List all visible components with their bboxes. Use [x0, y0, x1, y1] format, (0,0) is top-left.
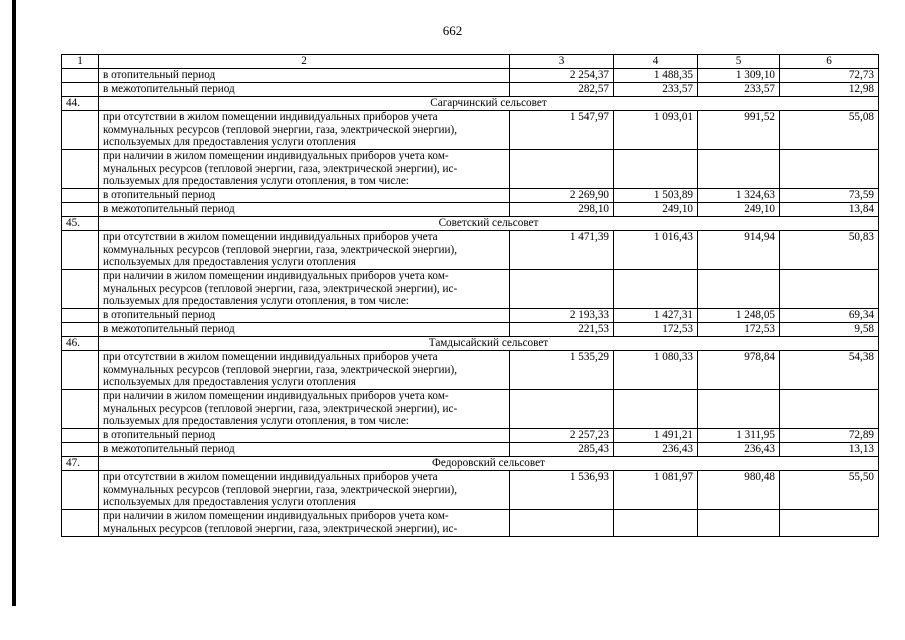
value-cell: 914,94 [698, 231, 780, 270]
table-row [62, 471, 879, 510]
value-cell: 233,57 [614, 83, 698, 97]
row-label: в межотопительный период [99, 443, 510, 457]
value-cell: 72,73 [780, 69, 879, 83]
value-cell: 1 427,31 [614, 309, 698, 323]
value-cell: 13,13 [780, 443, 879, 457]
value-cell: 236,43 [698, 443, 780, 457]
value-cell: 2 269,90 [510, 189, 614, 203]
section-index: 44. [62, 97, 99, 111]
row-label: в отопительный период [99, 189, 510, 203]
column-header: 4 [614, 55, 698, 69]
section-index: 45. [62, 217, 99, 231]
table-row [62, 510, 879, 537]
row-label: при отсутствии в жилом помещении индивидуальных приборов учета коммунальных ресурсов (тепловой энергии, газа, электрической энергии), используемых для предоставления услуги отопления [99, 111, 510, 150]
value-cell: 2 254,37 [510, 69, 614, 83]
table-row [62, 443, 879, 457]
column-header: 3 [510, 55, 614, 69]
value-cell: 1 248,05 [698, 309, 780, 323]
value-cell: 978,84 [698, 351, 780, 390]
table-row [62, 351, 879, 390]
section-header-row [62, 217, 879, 231]
section-header-row [62, 97, 879, 111]
value-cell: 980,48 [698, 471, 780, 510]
page-number: 662 [442, 23, 463, 38]
table-row [62, 270, 879, 309]
row-label: при наличии в жилом помещении индивидуальных приборов учета ком- мунальных ресурсов (тепловой энергии, газа, электрической энергии), ис- пользуемых для предоставления услуги отопления, в том числе: [99, 150, 510, 189]
value-cell: 298,10 [510, 203, 614, 217]
row-label: при наличии в жилом помещении индивидуальных приборов учета ком- мунальных ресурсов (тепловой энергии, газа, электрической энергии), ис- пользуемых для предоставления услуги отопления, в том числе: [99, 270, 510, 309]
value-cell: 1 081,97 [614, 471, 698, 510]
table-row [62, 429, 879, 443]
value-cell: 50,83 [780, 231, 879, 270]
value-cell: 1 093,01 [614, 111, 698, 150]
scan-edge-bar [12, 0, 16, 606]
table-row [62, 390, 879, 429]
table-row [62, 150, 879, 189]
table-header-row [62, 55, 879, 69]
value-cell: 1 311,95 [698, 429, 780, 443]
value-cell: 1 488,35 [614, 69, 698, 83]
value-cell: 55,50 [780, 471, 879, 510]
table-row [62, 69, 879, 83]
value-cell: 172,53 [614, 323, 698, 337]
value-cell: 1 016,43 [614, 231, 698, 270]
value-cell: 249,10 [698, 203, 780, 217]
section-title: Сагарчинский сельсовет [99, 97, 879, 111]
column-header: 5 [698, 55, 780, 69]
row-label: при отсутствии в жилом помещении индивидуальных приборов учета коммунальных ресурсов (тепловой энергии, газа, электрической энергии), используемых для предоставления услуги отопления [99, 231, 510, 270]
column-header: 2 [99, 55, 510, 69]
table-row [62, 83, 879, 97]
value-cell: 73,59 [780, 189, 879, 203]
row-label: в межотопительный период [99, 203, 510, 217]
value-cell: 172,53 [698, 323, 780, 337]
value-cell: 1 503,89 [614, 189, 698, 203]
value-cell: 1 324,63 [698, 189, 780, 203]
section-index: 47. [62, 457, 99, 471]
section-title: Федоровский сельсовет [99, 457, 879, 471]
row-label: при отсутствии в жилом помещении индивидуальных приборов учета коммунальных ресурсов (тепловой энергии, газа, электрической энергии), используемых для предоставления услуги отопления [99, 471, 510, 510]
row-label: в отопительный период [99, 69, 510, 83]
value-cell: 1 309,10 [698, 69, 780, 83]
value-cell: 249,10 [614, 203, 698, 217]
column-header: 1 [62, 55, 99, 69]
section-index: 46. [62, 337, 99, 351]
table-row [62, 309, 879, 323]
value-cell: 285,43 [510, 443, 614, 457]
row-label: в межотопительный период [99, 83, 510, 97]
table-row [62, 231, 879, 270]
value-cell: 1 547,97 [510, 111, 614, 150]
row-label: при наличии в жилом помещении индивидуальных приборов учета ком- мунальных ресурсов (тепловой энергии, газа, электрической энергии), ис- пользуемых для предоставления услуги отопления, в том числе: [99, 390, 510, 429]
value-cell: 221,53 [510, 323, 614, 337]
value-cell: 13,84 [780, 203, 879, 217]
table-row [62, 189, 879, 203]
value-cell: 55,08 [780, 111, 879, 150]
row-label: при отсутствии в жилом помещении индивидуальных приборов учета коммунальных ресурсов (тепловой энергии, газа, электрической энергии), используемых для предоставления услуги отопления [99, 351, 510, 390]
value-cell: 282,57 [510, 83, 614, 97]
column-header: 6 [780, 55, 879, 69]
table-row [62, 111, 879, 150]
tariff-table [61, 54, 879, 537]
value-cell: 69,34 [780, 309, 879, 323]
value-cell: 2 257,23 [510, 429, 614, 443]
row-label: в отопительный период [99, 429, 510, 443]
value-cell: 1 471,39 [510, 231, 614, 270]
section-title: Тамдысайский сельсовет [99, 337, 879, 351]
value-cell: 1 536,93 [510, 471, 614, 510]
section-header-row [62, 337, 879, 351]
value-cell: 9,58 [780, 323, 879, 337]
row-label: при наличии в жилом помещении индивидуальных приборов учета ком- мунальных ресурсов (тепловой энергии, газа, электрической энергии), ис- [99, 510, 510, 537]
row-label: в отопительный период [99, 309, 510, 323]
value-cell: 991,52 [698, 111, 780, 150]
table-row [62, 323, 879, 337]
row-label: в межотопительный период [99, 323, 510, 337]
section-title: Советский сельсовет [99, 217, 879, 231]
value-cell: 236,43 [614, 443, 698, 457]
section-header-row [62, 457, 879, 471]
value-cell: 1 535,29 [510, 351, 614, 390]
value-cell: 72,89 [780, 429, 879, 443]
value-cell: 12,98 [780, 83, 879, 97]
table-row [62, 203, 879, 217]
value-cell: 2 193,33 [510, 309, 614, 323]
value-cell: 1 491,21 [614, 429, 698, 443]
value-cell: 233,57 [698, 83, 780, 97]
value-cell: 1 080,33 [614, 351, 698, 390]
value-cell: 54,38 [780, 351, 879, 390]
